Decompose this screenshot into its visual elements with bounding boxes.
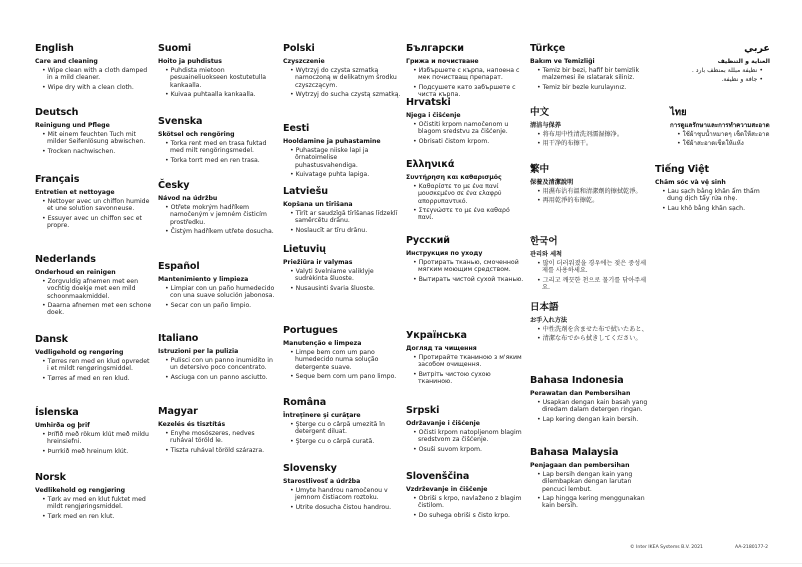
instruction-list <box>530 326 648 343</box>
language-heading: Nederlands <box>35 254 96 265</box>
instruction-list <box>406 121 524 145</box>
instruction-item: • Utrite dosucha čistou handrou. <box>289 504 401 511</box>
language-heading: Eesti <box>283 123 310 134</box>
language-heading: Español <box>158 261 200 272</box>
instruction-list <box>158 204 276 235</box>
instruction-item: • Mit einem feuchten Tuch mit milder Seifenlösung abwischen. <box>41 131 153 146</box>
section-subtitle: Skötsel och rengöring <box>158 131 235 138</box>
language-heading: Íslenska <box>35 407 79 418</box>
instruction-list <box>283 147 401 178</box>
language-section <box>530 107 648 150</box>
instruction-item: • Temiz bir bezle kurulayınız. <box>536 84 648 91</box>
instruction-item: • Čistým hadříkem utřete dosucha. <box>164 228 276 235</box>
language-section <box>158 180 276 237</box>
language-heading: Hrvatski <box>406 97 451 108</box>
section-subtitle: Hoito ja puhdistus <box>158 58 222 65</box>
instruction-list <box>35 278 153 316</box>
instruction-list <box>530 67 648 91</box>
instruction-item: • Temiz bir bezi, hafif bir temizlik malzemesi ile ıslatarak siliniz. <box>536 67 648 82</box>
instruction-item: • Trocken nachwischen. <box>41 148 153 155</box>
instruction-list <box>406 183 524 221</box>
instruction-list <box>406 259 524 283</box>
instruction-item: • Lap kering dengan kain bersih. <box>536 416 648 423</box>
instruction-list <box>35 198 153 229</box>
instruction-item: • Şterge cu o cârpă umezită în detergent diluat. <box>289 421 401 436</box>
instruction-item: • Подсушете като забършете с чиста кърпа. <box>412 84 524 99</box>
language-heading: 한국어 <box>530 236 558 247</box>
language-section <box>406 330 524 387</box>
instruction-item: • Lap hingga kering menggunakan kain bersih. <box>536 495 648 510</box>
language-section <box>530 302 648 345</box>
section-subtitle: Vedlikehold og rengjøring <box>35 487 126 494</box>
instruction-list <box>406 495 524 519</box>
instruction-list <box>35 131 153 155</box>
language-section <box>35 174 153 231</box>
copyright-text: © Inter IKEA Systems B.V. 2021 <box>630 545 703 550</box>
instruction-list <box>158 430 276 454</box>
instruction-item: • Tīrīt ar saudzīgā tīrīšanas līdzeklī samērcētu drānu. <box>289 210 401 225</box>
instruction-item: • Noslaucīt ar tīru drānu. <box>289 227 401 234</box>
language-heading: Lietuvių <box>283 244 326 255</box>
instruction-item: • Očistiti krpom namočenom u blagom sredstvu za čišćenje. <box>412 121 524 136</box>
instruction-item: • ใช้ผ้าชุบน้ำหมาดๆ เช็ดให้สะอาด <box>676 131 788 138</box>
instruction-list <box>283 349 401 380</box>
instruction-item: • Wytrzyj do sucha czystą szmatką. <box>289 91 401 98</box>
section-subtitle: Chăm sóc và vệ sinh <box>655 179 726 186</box>
language-heading: Deutsch <box>35 107 79 118</box>
instruction-item: • Daarna afnemen met een schone doek. <box>41 302 153 317</box>
section-subtitle: Întreţinere şi curăţare <box>283 412 361 419</box>
instruction-list <box>35 496 153 520</box>
instruction-item: • Usapkan dengan kain basah yang diredam dalam detergen ringan. <box>536 399 648 414</box>
section-subtitle: Czyszczenie <box>283 58 325 65</box>
language-section <box>406 471 524 521</box>
instruction-item: • Torka rent med en trasa fuktad med milt rengöringsmedel. <box>164 140 276 155</box>
instruction-list <box>650 67 770 84</box>
instruction-item: • Kuivatage puhta lapiga. <box>289 171 401 178</box>
instruction-item: • Valyti švelniame valiklyje sudrėkinta šluoste. <box>289 268 401 283</box>
section-subtitle: Vzdrževanje in čiščenje <box>406 486 488 493</box>
section-subtitle: Hooldamine ja puhastamine <box>283 138 381 145</box>
section-subtitle: Инструкция по уходу <box>406 250 483 257</box>
language-heading: Norsk <box>35 472 66 483</box>
instruction-item: • Tørres af med en ren klud. <box>41 375 153 382</box>
language-section <box>283 325 401 382</box>
language-section <box>530 375 648 425</box>
section-subtitle: 清洁与保养 <box>530 122 561 129</box>
instruction-item: • Протирать тканью, смоченной мягким моющим средством. <box>412 259 524 274</box>
section-subtitle: Reinigung und Pflege <box>35 122 110 129</box>
instruction-item: • Wipe clean with a cloth damped in a mild cleaner. <box>41 67 153 82</box>
section-subtitle: Umhirða og þrif <box>35 422 90 429</box>
language-heading: Українська <box>406 330 467 341</box>
instruction-item: • Nettoyer avec un chiffon humide et une solution savonneuse. <box>41 198 153 213</box>
instruction-item: • Asciuga con un panno asciutto. <box>164 374 276 381</box>
instruction-item: • جافة و نظيفة. <box>650 76 764 83</box>
language-heading: عربي <box>744 43 770 54</box>
language-heading: Български <box>406 43 464 54</box>
instruction-list <box>283 67 401 98</box>
section-subtitle: Manutenção e limpeza <box>283 340 362 347</box>
instruction-item: • Tørres ren med en klud opvredet i et mildt rengøringsmiddel. <box>41 358 153 373</box>
section-subtitle: お手入れ方法 <box>530 317 568 324</box>
instruction-item: • Избършете с кърпа, напоена с мек почистващ препарат. <box>412 67 524 82</box>
instruction-item: • Wytrzyj do czysta szmatką namoczoną w delikatnym środku czyszczącym. <box>289 67 401 89</box>
instruction-item: • Otřete mokrým hadříkem namočeným v jemném čisticím prostředku. <box>164 204 276 226</box>
language-heading: Svenska <box>158 116 203 127</box>
language-heading: Magyar <box>158 406 198 417</box>
instruction-item: • Şterge cu o cârpă curată. <box>289 438 401 445</box>
instruction-item: • 用干净的布擦干。 <box>536 140 648 147</box>
instruction-item: • Lau khô bằng khăn sạch. <box>661 205 773 212</box>
instruction-list <box>283 210 401 234</box>
language-heading: Polski <box>283 43 315 54</box>
section-subtitle: Συντήρηση και καθαρισμός <box>406 174 502 181</box>
instruction-item: • 많이 더러워졌을 경우에는 젖은 중성세제를 사용하세요. <box>536 260 648 275</box>
section-subtitle: Priežiūra ir valymas <box>283 259 353 266</box>
language-section <box>655 164 773 214</box>
instruction-item: • Tiszta ruhával töröld szárazra. <box>164 447 276 454</box>
language-section <box>530 447 648 511</box>
language-section <box>406 43 524 100</box>
section-subtitle: Entretien et nettoyage <box>35 189 115 196</box>
language-section <box>35 254 153 318</box>
language-heading: Bahasa Indonesia <box>530 375 624 386</box>
language-heading: Français <box>35 174 80 185</box>
language-heading: Tiếng Việt <box>655 164 710 175</box>
instruction-list <box>530 471 648 509</box>
instruction-item: • Torka torrt med en ren trasa. <box>164 157 276 164</box>
section-subtitle: Догляд та чищення <box>406 345 477 352</box>
instruction-item: • Secar con un paño limpio. <box>164 302 276 309</box>
language-section <box>406 405 524 455</box>
instruction-list <box>406 354 524 385</box>
language-heading: 中文 <box>530 107 549 118</box>
language-section <box>35 472 153 522</box>
instruction-item: • Očisti krpom natopljenom blagim sredstvom za čišćenje. <box>412 429 524 444</box>
instruction-item: • Limpe bem com um pano humedecido numa solução detergente suave. <box>289 349 401 371</box>
section-subtitle: Perawatan dan Pembersihan <box>530 390 631 397</box>
language-section <box>158 406 276 456</box>
language-section <box>283 43 401 100</box>
instruction-item: • Limpiar con un paño humedecido con una suave solución jabonosa. <box>164 285 276 300</box>
instruction-item: • Obriši s krpo, navlaženo z blagim čistilom. <box>412 495 524 510</box>
instruction-list <box>158 140 276 164</box>
instruction-item: • Tørk med en ren klut. <box>41 513 153 520</box>
page-bottom-divider <box>0 563 802 564</box>
section-subtitle: Kopšana un tīrīšana <box>283 201 353 208</box>
language-section <box>283 463 401 513</box>
instruction-item: • Seque bem com um pano limpo. <box>289 373 401 380</box>
language-heading: Русский <box>406 235 450 246</box>
instruction-item: • Þrífið með rökum klút með mildu hreinsiefni. <box>41 431 153 446</box>
section-subtitle: Istruzioni per la pulizia <box>158 348 239 355</box>
section-subtitle: Njega i čišćenje <box>406 112 461 119</box>
instruction-list <box>530 131 648 148</box>
language-heading: Ελληνικά <box>406 159 455 170</box>
instruction-item: • ใช้ผ้าสะอาดเช็ดให้แห้ง <box>676 140 788 147</box>
language-heading: Bahasa Malaysia <box>530 447 619 458</box>
language-section <box>530 236 648 293</box>
instruction-list <box>655 188 773 212</box>
section-subtitle: 관리와 세척 <box>530 251 563 258</box>
instruction-item: • Osuši suvom krpom. <box>412 446 524 453</box>
instruction-list <box>530 260 648 291</box>
section-subtitle: Penjagaan dan pembersihan <box>530 462 630 469</box>
document-number: AA-2180177-2 <box>735 545 769 550</box>
language-section <box>35 334 153 384</box>
language-heading: Italiano <box>158 333 199 344</box>
language-section <box>158 43 276 100</box>
language-section <box>35 407 153 457</box>
instruction-list <box>670 131 788 148</box>
language-heading: English <box>35 43 74 54</box>
language-section <box>35 107 153 157</box>
language-section <box>158 261 276 311</box>
section-subtitle: 保養及清潔說明 <box>530 179 574 186</box>
instruction-item: • Lau sạch bằng khăn ẩm thấm dung dịch tẩy rửa nhẹ. <box>661 188 773 203</box>
section-subtitle: Starostlivosť a údržba <box>283 478 361 485</box>
instruction-list <box>35 431 153 455</box>
language-section <box>530 43 648 93</box>
instruction-item: • Kuivaa puhtaalla kankaalla. <box>164 91 276 98</box>
instruction-item: • Nusausinti švaria šluoste. <box>289 285 401 292</box>
instruction-item: • 再用乾淨的布擦乾。 <box>536 197 648 204</box>
section-subtitle: Vedligehold og rengøring <box>35 349 124 356</box>
instruction-list <box>158 285 276 309</box>
instruction-list <box>158 357 276 381</box>
instruction-list <box>406 429 524 453</box>
language-section <box>283 244 401 294</box>
instruction-item: • Pulisci con un panno inumidito in un detersivo poco concentrato. <box>164 357 276 372</box>
language-heading: Česky <box>158 180 190 191</box>
instruction-item: • Enyhe mosószeres, nedves ruhával töröld le. <box>164 430 276 445</box>
instruction-list <box>530 188 648 205</box>
instruction-list <box>406 67 524 98</box>
language-heading: Dansk <box>35 334 68 345</box>
language-section <box>158 116 276 166</box>
language-section <box>406 235 524 285</box>
section-subtitle: Onderhoud en reinigen <box>35 269 116 276</box>
instruction-list <box>530 399 648 423</box>
language-heading: Latviešu <box>283 186 328 197</box>
instruction-item: • Витріть чистою сухою тканиною. <box>412 371 524 386</box>
instruction-item: • Lap bersih dengan kain yang dilembapkan dengan larutan pencuci lembut. <box>536 471 648 493</box>
language-heading: Slovenščina <box>406 471 470 482</box>
language-section <box>650 43 770 86</box>
instruction-list <box>35 67 153 91</box>
language-section <box>283 397 401 447</box>
instruction-list <box>283 421 401 445</box>
section-subtitle: Návod na údržbu <box>158 195 218 202</box>
instruction-item: • Puhdista mietoon pesuaineliuokseen kostutetulla kankaalla. <box>164 67 276 89</box>
instruction-item: • Essuyer avec un chiffon sec et propre. <box>41 215 153 230</box>
language-section <box>406 159 524 223</box>
instruction-item: • 그리고 깨끗한 천으로 물기를 닦아주세요. <box>536 277 648 292</box>
instruction-list <box>35 358 153 382</box>
instruction-item: • 将布用中性清洗剂濡湿擦净。 <box>536 131 648 138</box>
section-subtitle: Bakım ve Temizliği <box>530 58 595 65</box>
section-subtitle: Mantenimiento y limpieza <box>158 276 249 283</box>
language-heading: ไทย <box>670 107 687 118</box>
instruction-item: • 清潔な布でから拭きしてください。 <box>536 335 648 342</box>
instruction-item: • Do suhega obriši s čisto krpo. <box>412 512 524 519</box>
language-section <box>670 107 788 150</box>
language-section <box>35 43 153 93</box>
instruction-item: • Umyte handrou namočenou v jemnom čistiacom roztoku. <box>289 487 401 502</box>
language-section <box>283 123 401 180</box>
instruction-item: • Протирайте тканиною з м'яким засобом очищення. <box>412 354 524 369</box>
language-section <box>406 97 524 147</box>
language-heading: Srpski <box>406 405 440 416</box>
language-heading: Portugues <box>283 325 338 336</box>
instruction-item: • Вытирать чистой сухой тканью. <box>412 276 524 283</box>
instruction-list <box>158 67 276 98</box>
instruction-list <box>283 487 401 511</box>
section-subtitle: العناية و التنظيف <box>717 58 770 65</box>
language-heading: Suomi <box>158 43 192 54</box>
section-subtitle: การดูแลรักษาและการทำความสะอาด <box>670 122 770 129</box>
instruction-item: • Obrisati čistom krpom. <box>412 138 524 145</box>
section-subtitle: Грижа и почистване <box>406 58 479 65</box>
language-section <box>283 186 401 236</box>
instruction-item: • نظيفة مبللة بمنظف بارد . <box>650 67 764 74</box>
section-subtitle: Kezelés és tisztítás <box>158 421 226 428</box>
instruction-item: • Στεγνώστε το με ένα καθαρό πανί. <box>412 207 524 222</box>
section-subtitle: Održavanje i čišćenje <box>406 420 480 427</box>
instruction-item: • Puhastage niiske lapi ja õrnatoimelise puhastusvahendiga. <box>289 147 401 169</box>
instruction-item: • Þurrkið með hreinum klút. <box>41 448 153 455</box>
instruction-item: • Tørk av med en klut fuktet med mildt rengjøringsmiddel. <box>41 496 153 511</box>
language-section <box>158 333 276 383</box>
instruction-item: • 中性洗剤を含ませた布で拭いたあと、 <box>536 326 648 333</box>
instruction-item: • 用濕布沾有溫和清潔劑的擦拭乾淨。 <box>536 188 648 195</box>
instruction-item: • Wipe dry with a clean cloth. <box>41 84 153 91</box>
section-subtitle: Care and cleaning <box>35 58 98 65</box>
language-heading: 繁中 <box>530 164 549 175</box>
language-heading: Türkçe <box>530 43 566 54</box>
instruction-item: • Καθαρίστε το με ένα πανί μουσκεμένο σε ένα ελαφρύ απορρυπαντικό. <box>412 183 524 205</box>
language-heading: Slovensky <box>283 463 337 474</box>
instruction-list <box>283 268 401 292</box>
language-heading: 日本語 <box>530 302 559 313</box>
instruction-item: • Zorgvuldig afnemen met een vochtig doekje met een mild schoonmaakmiddel. <box>41 278 153 300</box>
language-heading: Româna <box>283 397 327 408</box>
language-section <box>530 164 648 207</box>
